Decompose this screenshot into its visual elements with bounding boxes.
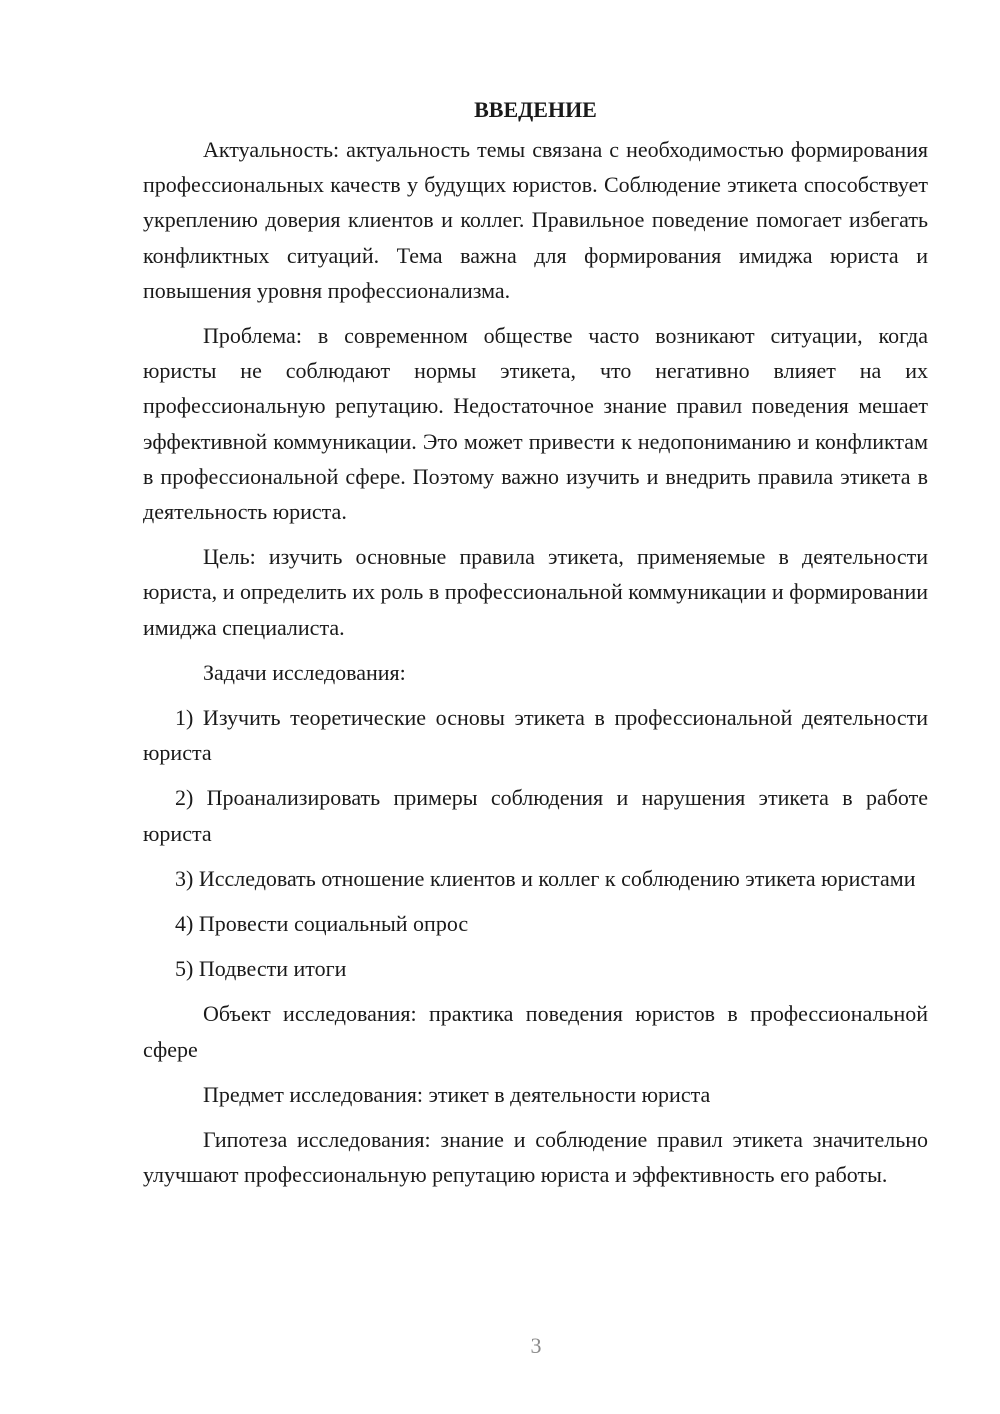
task-item: 5) Подвести итоги [175,956,347,982]
goal-paragraph: Цель: изучить основные правила этикета, применяемые в деятельности юриста, и определить их роль в профессиональной коммуникации и формировании имиджа специалиста. [143,544,928,640]
hypothesis-paragraph: Гипотеза исследования: знание и соблюдение правил этикета значительно улучшают профессиональную репутацию юриста и эффективность его работы. [143,1127,928,1188]
relevance-paragraph: Актуальность: актуальность темы связана с необходимостью формирования профессиональных качеств у будущих юристов. Соблюдение этикета способствует укреплению доверия клиентов и коллег. Правильное поведение помогает избегать конфликтных ситуаций. Тема важна для формирования имиджа юриста и повышения уровня профессионализма. [143,137,928,303]
task-item: 3) Исследовать отношение клиентов и коллег к соблюдению этикета юристами [175,865,916,891]
tasks-heading: Задачи исследования: [203,659,406,685]
page-number: 3 [530,1333,542,1358]
task-item: 2) Проанализировать примеры соблюдения и нарушения этикета в работе юриста [143,785,928,846]
tasks-list [143,700,928,986]
subject-paragraph: Предмет исследования: этикет в деятельности юриста [203,1081,711,1107]
problem-paragraph: Проблема: в современном обществе часто возникают ситуации, когда юристы не соблюдают нормы этикета, что негативно влияет на их профессиональную репутацию. Недостаточное знание правил поведения мешает эффективной коммуникации. Это может привести к недопониманию и конфликтам в профессиональной сфере. Поэтому важно изучить и внедрить правила этикета в деятельность юриста. [143,323,928,525]
object-paragraph: Объект исследования: практика поведения юристов в профессиональной сфере [143,1001,928,1062]
document-body [143,92,928,1202]
task-item: 1) Изучить теоретические основы этикета в профессиональной деятельности юриста [143,705,928,766]
section-title: ВВЕДЕНИЕ [474,97,597,122]
task-item: 4) Провести социальный опрос [175,911,469,937]
